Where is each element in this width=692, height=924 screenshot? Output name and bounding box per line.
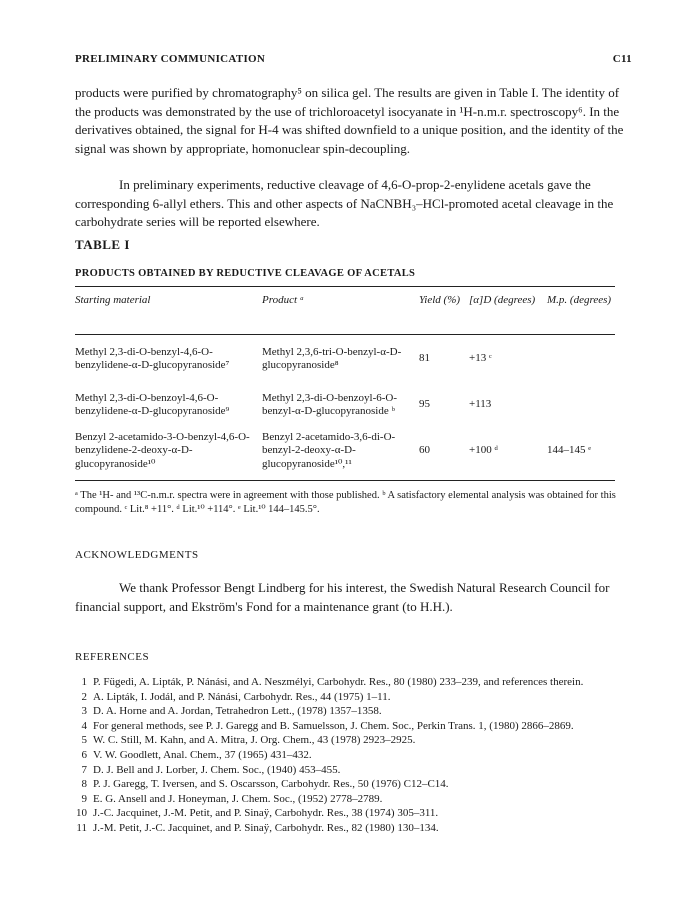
table-cell: +13 ᶜ [469,352,492,365]
reference-number: 2 [81,690,87,703]
table-footnote: ᵃ The ¹H- and ¹³C-n.m.r. spectra were in agreement with those published. ᵇ A satisfactory elemental analysis was obtained for this compound. ᶜ Lit.⁸ +11°. ᵈ Lit.¹⁰ +114°. ᵉ Lit.¹⁰ 144–145.5°. [75,490,616,515]
reference-number: 6 [81,748,87,761]
table-row [75,336,615,382]
reference-item [75,748,635,763]
reference-number: 10 [76,807,87,820]
reference-list [75,675,635,836]
table-cell: Methyl 2,3-di-O-benzoyl-6-O-benzyl-α-D-glucopyranoside ᵇ [262,391,398,417]
reference-text: D. J. Bell and J. Lorber, J. Chem. Soc., (1940) 453–455. [93,763,341,776]
reference-number: 5 [81,734,87,747]
page-number: C11 [612,53,632,65]
reference-item [75,690,635,705]
table-cell [547,382,615,428]
reference-item [75,806,635,821]
table-cell: 144–145 ᵉ [547,444,592,457]
table-cell: Benzyl 2-acetamido-3,6-di-O-benzyl-2-deoxy-α-D-glucopyranoside¹⁰,¹¹ [262,430,396,470]
column-header: M.p. (degrees) [547,294,612,306]
reference-item [75,792,635,807]
reference-text: P. Fügedi, A. Lipták, P. Nánási, and A. Neszmélyi, Carbohydr. Res., 80 (1980) 233–239, and references therein. [93,676,584,688]
section-heading: ACKNOWLEDGMENTS [75,549,199,561]
reference-item [75,704,635,719]
acknowledgments-text [75,579,620,616]
reference-number: 11 [76,821,87,834]
reference-number: 8 [81,778,87,791]
table-cell: Methyl 2,3-di-O-benzoyl-4,6-O-benzylidene-α-D-glucopyranoside⁹ [75,391,230,417]
reference-text: E. G. Ansell and J. Honeyman, J. Chem. Soc., (1952) 2778–2789. [93,792,383,805]
reference-text: D. A. Horne and A. Jordan, Tetrahedron Lett., (1978) 1357–1358. [93,705,382,718]
running-head-title: PRELIMINARY COMMUNICATION [75,53,266,65]
table-caption: PRODUCTS OBTAINED BY REDUCTIVE CLEAVAGE OF ACETALS [75,268,416,279]
column-header: Product ᵃ [262,294,305,306]
reference-number: 9 [81,792,87,805]
table-cell: 60 [419,444,430,457]
reference-item [75,733,635,748]
table-cell: 95 [419,398,430,411]
body-paragraph [75,84,635,158]
table-cell: Methyl 2,3-di-O-benzyl-4,6-O-benzylidene-α-D-glucopyranoside⁷ [75,345,230,371]
reference-text: J.-C. Jacquinet, J.-M. Petit, and P. Sinaÿ, Carbohydr. Res., 38 (1974) 305–311. [93,807,439,820]
table-title: TABLE I [75,237,130,252]
body-paragraph [75,176,635,232]
reference-item [75,675,635,690]
table-cell: +113 [469,398,492,411]
reference-number: 4 [81,719,87,732]
column-header: [α]D (degrees) [469,294,536,306]
table-bottom-rule [75,480,615,481]
reference-item [75,763,635,778]
reference-number: 7 [81,763,87,776]
reference-text: P. J. Garegg, T. Iversen, and S. Oscarsson, Carbohydr. Res., 50 (1976) C12–C14. [93,778,449,791]
running-head [75,53,632,69]
paragraph-text: We thank Professor Bengt Lindberg for his interest, the Swedish Natural Research Council for financial support, and Ekström's Fond for a maintenance grant (to H.H.). [75,580,610,614]
paragraph-text: In preliminary experiments, reductive cleavage of 4,6-O-prop-2-enylidene acetals gave the corresponding 6-allyl ethers. This and other aspects of NaCNBH₃–HCl-promoted acetal cleavage in the carbohydrate series will be reported elsewhere. [75,177,614,229]
column-header: Yield (%) [419,294,461,306]
paragraph-text: products were purified by chromatography⁵ on silica gel. The results are given in Table I. The identity of the products was demonstrated by the use of trichloroacetyl isocyanate in ¹H-n.m.r. spectroscopy⁶. In the derivatives obtained, the signal for H-4 was shifted downfield to a unique position, and the identity of the signal was shown by appropriate, homonuclear spin-decoupling. [75,85,624,156]
table-cell: +100 ᵈ [469,444,498,457]
reference-text: V. W. Goodlett, Anal. Chem., 37 (1965) 431–432. [93,748,312,761]
reference-number: 1 [81,676,87,688]
reference-item [75,777,635,792]
reference-text: For general methods, see P. J. Garegg and B. Samuelsson, J. Chem. Soc., Perkin Trans. 1, (1980) 2866–2869. [93,719,574,732]
table-cell: Benzyl 2-acetamido-3-O-benzyl-4,6-O-benzylidene-2-deoxy-α-D-glucopyranoside¹⁰ [75,430,250,470]
table-top-rule [75,286,615,287]
reference-text: J.-M. Petit, J.-C. Jacquinet, and P. Sinaÿ, Carbohydr. Res., 82 (1980) 130–134. [93,821,439,834]
reference-text: W. C. Still, M. Kahn, and A. Mitra, J. Org. Chem., 43 (1978) 2923–2925. [93,734,416,747]
table-row [75,382,615,428]
column-header: Starting material [75,294,151,306]
section-heading: REFERENCES [75,651,150,663]
reference-number: 3 [81,705,87,718]
table-header-row [75,292,615,336]
reference-item [75,821,635,836]
table-cell [547,336,615,382]
data-table [75,292,615,474]
reference-item [75,719,635,734]
reference-text: A. Lipták, I. Jodál, and P. Nánási, Carbohydr. Res., 44 (1975) 1–11. [93,690,391,703]
table-cell: Methyl 2,3,6-tri-O-benzyl-α-D-glucopyranoside⁸ [262,345,402,371]
table-row [75,428,615,474]
table-cell: 81 [419,352,430,365]
